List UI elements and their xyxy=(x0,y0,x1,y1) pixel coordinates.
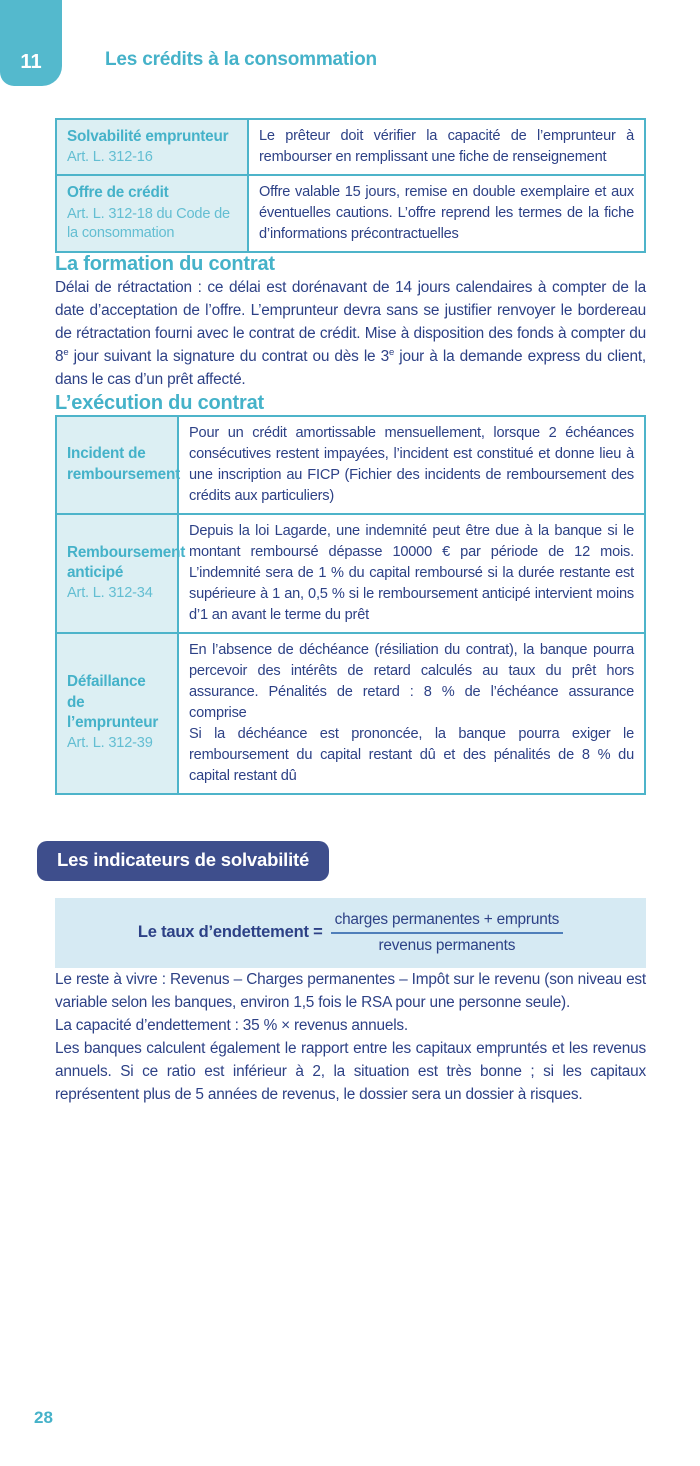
page-number: 28 xyxy=(34,1408,53,1427)
cell-paragraph: Si la déchéance est prononcée, la banque pourra exiger le remboursement du capital restant dû et des pénalités de 8 % du capital restant dû xyxy=(189,725,634,784)
table-row-defaillance xyxy=(56,633,645,794)
row-title: Offre de crédit xyxy=(67,184,169,202)
row-label-cell xyxy=(56,633,178,794)
table-row-remboursement-anticipe xyxy=(56,514,645,633)
row-label-cell xyxy=(56,416,181,514)
row-body-cell xyxy=(178,416,645,514)
fraction-denominator: revenus permanents xyxy=(378,936,516,954)
solvency-indicators-badge xyxy=(37,841,329,881)
cell-paragraph: En l’absence de déchéance (résiliation du contrat), la banque pourra percevoir des intérêts de retard calculés au taux du prêt hors assurance. Pénalités de retard : 8 % de l’échéance assurance comprise xyxy=(189,641,634,721)
capacite-endettement-paragraph: La capacité d’endettement : 35 % × revenus annuels. xyxy=(55,1016,409,1034)
row-body-cell xyxy=(178,514,645,633)
row-label-cell xyxy=(56,119,248,175)
row-title: Incident de remboursement xyxy=(67,445,181,483)
cell-paragraph: Depuis la loi Lagarde, une indemnité peut être due à la banque si le montant remboursé dépasse 10000 € par période de 12 mois. L’indemnité sera de 1 % du capital remboursé si la durée restante est supérieure à 1 an, 0,5 % si le remboursement anticipé intervient moins d’1 an avant le terme du prêt xyxy=(189,522,634,623)
reste-a-vivre-paragraph: Le reste à vivre : Revenus – Charges permanentes – Impôt sur le revenu (son niveau est variable selon les banques, environ 1,5 fois le RSA pour une personne seule). xyxy=(55,970,646,1011)
row-body-cell: Le prêteur doit vérifier la capacité de l’emprunteur à rembourser en remplissant une fiche de renseignement xyxy=(248,119,645,175)
section-heading-formation: La formation du contrat xyxy=(55,253,275,275)
row-label-cell xyxy=(56,175,248,252)
chapter-number: 11 xyxy=(20,51,42,73)
row-title: Solvabilité emprunteur xyxy=(67,127,229,145)
fraction-numerator: charges permanentes + emprunts xyxy=(331,911,564,934)
contract-execution-table xyxy=(55,415,646,795)
row-body-cell: Offre valable 15 jours, remise en double exemplaire et aux éventuelles cautions. L’offre reprend les termes de la fiche d’informations précontractuelles xyxy=(248,175,645,252)
formation-paragraph: Délai de rétractation : ce délai est dorénavant de 14 jours calendaires à compter de la date d’acceptation de l’offre. L’emprunteur devra sans se justifier renvoyer le bordereau de rétractation fourni avec le contrat de crédit. Mise à disposition des fonds à compter du 8e jour suivant la signature du contrat ou dès le 3e jour à la demande express du client, dans le cas d’un prêt affecté. xyxy=(55,279,646,389)
table-row-solvabilite xyxy=(56,119,645,175)
debt-ratio-formula-box xyxy=(55,898,646,968)
formula-fraction xyxy=(331,911,564,955)
table-row-offre-credit xyxy=(56,175,645,252)
badge-label: Les indicateurs de solvabilité xyxy=(57,848,310,870)
row-article-ref: Art. L. 312-34 xyxy=(67,585,153,602)
row-title: Remboursement anticipé xyxy=(67,543,186,581)
ratio-capitaux-paragraph: Les banques calculent également le rapport entre les capitaux empruntés et les revenus annuels. Si ce ratio est inférieur à 2, la situation est très bonne ; si les capitaux représentent plus de 5 années de revenus, le dossier sera un dossier à risques. xyxy=(55,1039,646,1104)
table-row-incident xyxy=(56,416,645,514)
formula-label: Le taux d’endettement = xyxy=(137,923,323,942)
row-article-ref: Art. L. 312-39 xyxy=(67,735,153,752)
credit-offer-table xyxy=(55,118,646,253)
row-article-ref: Art. L. 312-16 xyxy=(67,148,153,165)
row-title: Défaillance de l’emprunteur xyxy=(67,673,159,732)
chapter-number-box xyxy=(0,0,62,86)
cell-paragraph: Pour un crédit amortissable mensuellement, lorsque 2 échéances consécutives restent impayées, l’incident est constitué et donne lieu à une inscription au FICP (Fichier des incidents de remboursement des crédits aux particuliers) xyxy=(189,424,634,504)
chapter-title: Les crédits à la consommation xyxy=(105,49,377,70)
page-content xyxy=(55,118,646,1106)
section-heading-execution: L’exécution du contrat xyxy=(55,391,264,414)
row-body-cell xyxy=(178,633,645,794)
row-article-ref: Art. L. 312-18 du Code de la consommation xyxy=(67,205,230,242)
row-label-cell xyxy=(56,514,186,633)
